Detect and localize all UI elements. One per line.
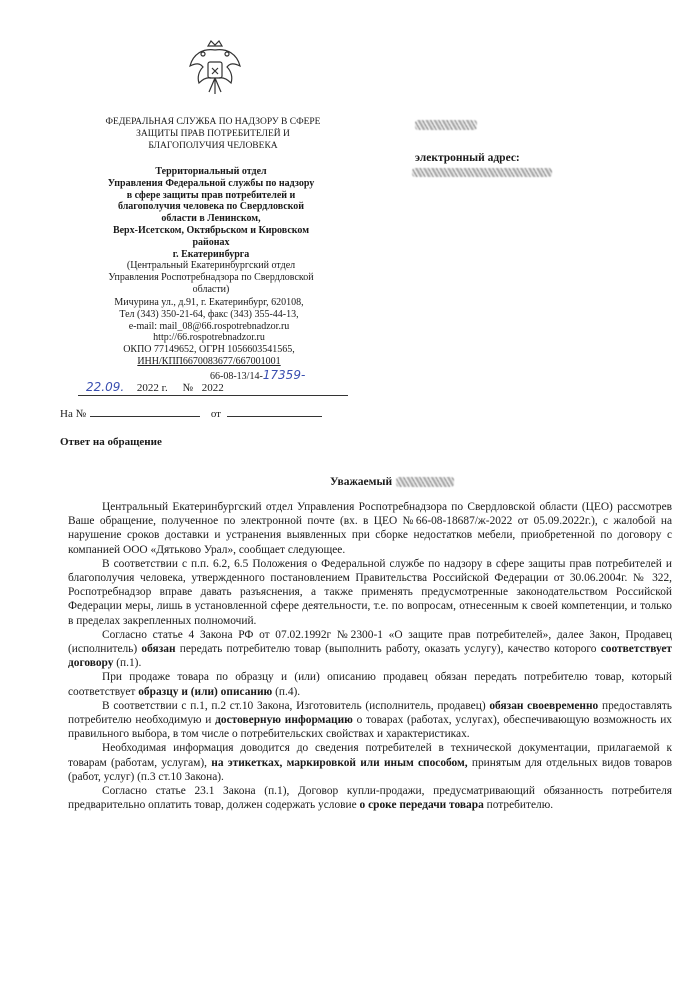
redacted-recipient-email [412,168,552,177]
agency-name: ФЕДЕРАЛЬНАЯ СЛУЖБА ПО НАДЗОРУ В СФЕРЕ ЗАЩИТЫ ПРАВ ПОТРЕБИТЕЛЕЙ И БЛАГОПОЛУЧИЯ ЧЕЛОВЕКА [105,117,321,151]
letter-date-line: 22.09. 2022 г. № 2022 [78,380,348,396]
body-paragraph: В соответствии с п.1, п.2 ст.10 Закона, Изготовитель (исполнитель, продавец) обязан своевременно предоставлять потребителю необходимую и достоверную информацию о товарах (работах, услугах), обеспечивающую возможность их правильного выбора, в том числе о потребительских свойствах и характеристиках. [68,699,673,741]
letter-subject: Ответ на обращение [60,436,162,448]
body-paragraph: Согласно статье 4 Закона РФ от 07.02.1992г №2300-1 «О защите прав потребителей», далее Закон, Продавец (исполнитель) обязан передать потребителю товар (выполнить работу, оказать услугу), качество которого соответствует договору (п.1). [68,628,672,670]
recipient-email-label: электронный адрес: [415,152,520,164]
in-reply-to-line: На № от [60,408,350,420]
department-name: Территориальный отдел Управления Федеральной службы по надзору в сфере защиты прав потребителей и благополучия человека по Свердловской области в Ленинском, Верх-Исетском, Октябрьском и Кировском районах г. Екатеринбурга (Центральный Екатеринбургский отдел Управления Роспотребнадзора по Свердловской области) [107,166,315,295]
body-paragraph: Необходимая информация доводится до сведения потребителей в технической документации, прилагаемой к товарам (работам, услугам), на этикетках, маркировкой или иным способом, принятым для отдельных видов товаров (работ, услуг) (п.3 ст.10 Закона). [68,742,673,783]
coat-of-arms-icon [186,38,244,100]
letter-body [68,500,672,812]
handwritten-reference: 17359- [262,368,306,382]
redacted-recipient-name [415,120,477,130]
outgoing-reference-number: 66-08-13/14-17359- [210,368,306,382]
greeting: Уважаемый [330,476,454,488]
body-paragraph: Согласно статье 23.1 Закона (п.1), Договор купли-продажи, предусматривающий обязанность потребителя предварительно оплатить товар, должен содержать условие о сроке передачи товара потребителю. [68,785,672,812]
handwritten-date: 22.09. [86,380,125,394]
body-paragraph: При продаже товара по образцу и (или) описанию продавец обязан передать потребителю товар, который соответствует образцу и (или) описанию (п.4). [68,671,672,698]
redacted-greeting-name [396,477,454,487]
body-paragraph: В соответствии с п.п. 6.2, 6.5 Положения о Федеральной службе по надзору в сфере защиты прав потребителей и благополучия человека, утвержденного постановлением Правительства Российской Федерации от 30.06.2004г. № 322, Роспотребнадзор вправе давать разъяснения, а также применять предусмотренные законодательством Российской Федерации меры, лишь в установленной сфере деятельности, т.е. по вопросам, отнесенным к своей компетенции, и только в пределах закрепленных полномочий. [68,557,672,627]
department-contacts: Мичурина ул., д.91, г. Екатеринбург, 620108, Тел (343) 350-21-64, факс (343) 355-44-13, e-mail: mail_08@66.rospotrebnadzor.ru http://66.rospotrebnadzor.ru ОКПО 77149652, ОГРН 1056603541565, ИНН/КПП6670083677/667001001 [114,297,304,367]
body-paragraph: Центральный Екатеринбургский отдел Управления Роспотребнадзора по Свердловской области (ЦЕО) рассмотрев Ваше обращение, полученное по электронной почте (вх. в ЦЕО №66-08-18687/ж-2022 от 05.09.2022г.), с жалобой на нарушение сроков доставки и устранения выявленных при сборке недостатков мебели, приобретенной по договору с компанией ООО «Дятьково Урал», сообщает следующее. [68,501,672,556]
